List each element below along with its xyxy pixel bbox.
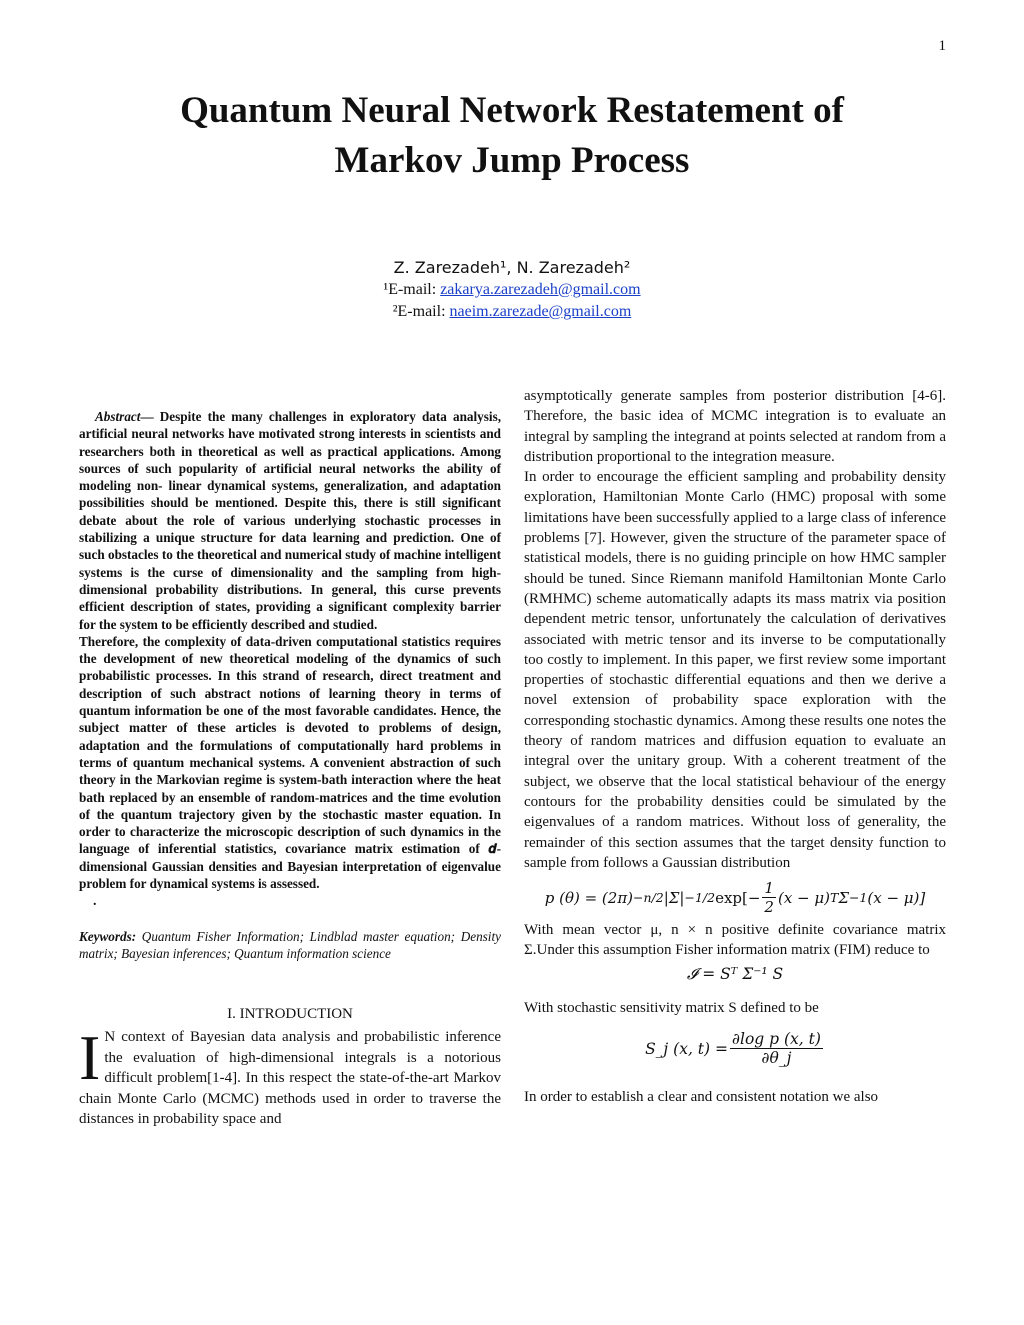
email-line-1 xyxy=(0,281,1024,299)
body-paragraph-1: asymptotically generate samples from posterior distribution [4-6]. Therefore, the basic idea of MCMC integration is to evaluate an integral by sampling the integrand at points selected at random from a distribution proportional to the integration measure. xyxy=(524,388,946,465)
paper-title xyxy=(0,86,1024,186)
eq3-left: S_j (x, t) = xyxy=(645,1039,728,1058)
eq3-fraction xyxy=(730,1030,823,1067)
section-heading-introduction: I. INTRODUCTION xyxy=(227,1006,353,1023)
eq1-fraction xyxy=(762,879,776,916)
eq3-num: ∂log p (x, t) xyxy=(732,1030,821,1049)
title-line-2: Markov Jump Process xyxy=(334,140,690,181)
left-column xyxy=(79,408,501,1129)
eq1-exp1: −n/2 xyxy=(633,890,664,906)
eq3-den: ∂θ_j xyxy=(761,1049,792,1068)
body-paragraph-2: In order to encourage the efficient sampling and probability density exploration, Hamiltonian Monte Carlo (HMC) proposal with some limitations have been successfully applied to a large class of inference problems [7]. However, given the structure of the parameter space of statistical models, there is no guiding principle on how HMC sampler should be tuned. Since Riemann manifold Hamiltonian Monte Carlo (RMHMC) scheme automatically adapts its mass matrix via position dependent metric tensor, unfortunately the calculation of derivatives associated with metric tensor and its inverse to be computationally too costly to implement. In this paper, we first review some important properties of stochastic differential equations and then we derive a novel extension of probability space exploration with the corresponding stochastic dynamics. Among these results one notes the theory of random matrices and diffusion equation to evaluate an integral over the unitary group. With a coherent treatment of the subject, we observe that the local statistical behaviour of the energy contours for the probability densities could be simulated by the eigenvalues of a random matrices. Without loss of generality, the remainder of this section assumes that the target density function to sample from follows a Gaussian distribution xyxy=(524,469,946,871)
eq1-right: (x − μ) xyxy=(777,888,830,907)
keywords-text: Quantum Fisher Information; Lindblad master equation; Density matrix; Bayesian inferences; Quantum information science xyxy=(79,929,501,962)
email-line-2 xyxy=(0,303,1024,321)
email-prefix-2: ²E-mail: xyxy=(392,303,450,320)
drop-cap: I xyxy=(79,1022,101,1094)
right-column xyxy=(524,386,946,1107)
email-prefix-1: ¹E-mail: xyxy=(383,281,441,298)
eq1-left: p (θ) = (2π) xyxy=(544,888,634,907)
authors: Z. Zarezadeh¹, N. Zarezadeh² xyxy=(393,258,631,277)
eq1-frac-den: 2 xyxy=(764,898,774,917)
abstract-dash: — xyxy=(140,409,160,424)
eq1-exp2: −1/2 xyxy=(684,890,716,906)
intro-text: N context of Bayesian data analysis and probabilistic inference the evaluation of high-dimensional integrals is a notorious difficult problem[1-4]. In this respect the state-of-the-art Markov chain Monte Carlo (MCMC) methods used in order to traverse the distances in probability space and xyxy=(79,1029,501,1127)
abstract-paragraph-2: Therefore, the complexity of data-driven computational statistics requires the development of new theoretical modeling of the dynamics of such probabilistic processes. In this strand of research, direct treatment and description of such abstract notions of learning theory in terms of quantum information be one of the most favorable candidates. Hence, the subject matter of these articles is devoted to problems of design, adaptation and the formulations of computationally hard problems in terms of quantum mechanical systems. A convenient abstraction of such theory in the Markovian regime is system-bath interaction where the heat bath replaced by an ensemble of random-matrices and the time evolution of the quantum trajectory given by the stochastic master equation. In order to characterize the microscopic description of such dynamics in the language of inferential statistics, covariance matrix estimation of 𝒅-dimensional Gaussian densities and Bayesian interpretation of eigenvalue problem for dynamical systems is assessed. xyxy=(79,633,501,892)
keywords-label: Keywords: xyxy=(79,929,137,945)
abstract-dot: . xyxy=(93,894,97,910)
body-paragraph-4: With stochastic sensitivity matrix S defined to be xyxy=(524,999,819,1016)
body-paragraph-5: In order to establish a clear and consistent notation we also xyxy=(524,1089,879,1106)
eq1-exp3: T xyxy=(830,890,839,906)
keywords xyxy=(79,928,501,962)
eq1-frac-num: 1 xyxy=(764,879,774,898)
abstract-paragraph-1 xyxy=(79,408,501,633)
body-paragraph-3: With mean vector μ, n × n positive definite covariance matrix Σ.Under this assumption Fisher information matrix (FIM) reduce to xyxy=(524,922,946,959)
email-link-1[interactable]: zakarya.zarezadeh@gmail.com xyxy=(440,281,641,298)
eq1-end: (x − μ)] xyxy=(867,888,926,907)
equation-fisher: 𝓘 = Sᵀ Σ⁻¹ S xyxy=(686,964,784,983)
eq1-exp: exp[− xyxy=(715,888,761,907)
equation-sensitivity xyxy=(524,1030,946,1067)
title-line-1: Quantum Neural Network Restatement of xyxy=(180,90,844,131)
page-number: 1 xyxy=(938,38,946,54)
eq1-mid: |Σ| xyxy=(663,888,685,907)
email-link-2[interactable]: naeim.zarezade@gmail.com xyxy=(449,303,632,320)
eq1-exp4: −1 xyxy=(848,890,868,906)
abstract-label: Abstract xyxy=(95,409,141,424)
abstract-text-1: Despite the many challenges in exploratory data analysis, artificial neural networks have motivated strong interests in scientists and researchers both in theoretical as well as practical applications. Among sources of such popularity of artificial neural networks the ability of modeling non- linear dynamical systems, generalization, and adaptation possibilities should be mentioned. Despite this, there is still significant debate about the role of various underlying stochastic processes in stabilizing a unique structure for data learning and prediction. One of such obstacles to the theoretical and numerical study of machine intelligent systems is the curse of dimensionality and the sampling from high-dimensional probability distributions. In general, this curse prevents efficient description of states, providing a significant complexity barrier for the system to be efficiently described and studied. xyxy=(79,409,501,632)
equation-gaussian xyxy=(524,879,946,916)
intro-paragraph xyxy=(79,1022,501,1129)
eq1-sigma: Σ xyxy=(838,888,849,907)
